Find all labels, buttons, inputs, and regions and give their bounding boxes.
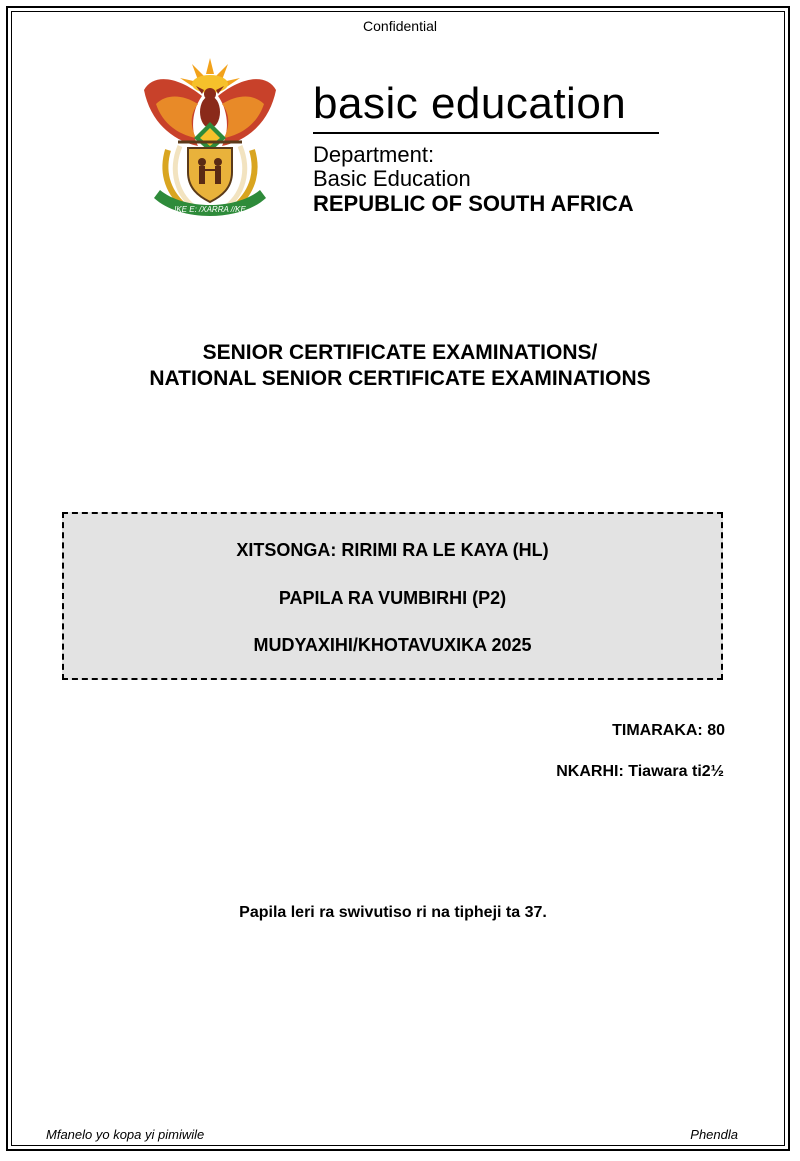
coat-of-arms-icon (140, 50, 280, 225)
exam-title (0, 340, 800, 392)
exam-title-line2: NATIONAL SENIOR CERTIFICATE EXAMINATIONS (149, 367, 651, 390)
copyright-notice: Mfanelo yo kopa yi pimiwile (46, 1127, 205, 1142)
bird-icon (196, 86, 224, 128)
page-count-note: Papila leri ra swivutiso ri na tipheji ta 37. (239, 904, 547, 921)
exam-time: NKARHI: Tiawara ti2½ (556, 763, 724, 780)
total-marks: TIMARAKA: 80 (612, 722, 725, 739)
department-branding (313, 80, 673, 217)
turn-over-label: Phendla (690, 1127, 738, 1142)
confidential-label: Confidential (363, 18, 437, 34)
brand-title: basic education (313, 80, 659, 134)
paper-name: PAPILA RA VUMBIRHI (P2) (278, 588, 507, 608)
subject-box (62, 512, 723, 680)
subject-name: XITSONGA: RIRIMI RA LE KAYA (HL) (236, 540, 549, 560)
motto-text: !KE E: /XARRA //KE (174, 205, 246, 214)
country-name: REPUBLIC OF SOUTH AFRICA (313, 191, 634, 216)
department-label: Department: (313, 142, 435, 167)
exam-session: MUDYAXIHI/KHOTAVUXIKA 2025 (253, 635, 532, 655)
exam-title-line1: SENIOR CERTIFICATE EXAMINATIONS/ (202, 341, 598, 364)
shield-icon (188, 148, 232, 202)
department-name: Basic Education (313, 166, 471, 191)
